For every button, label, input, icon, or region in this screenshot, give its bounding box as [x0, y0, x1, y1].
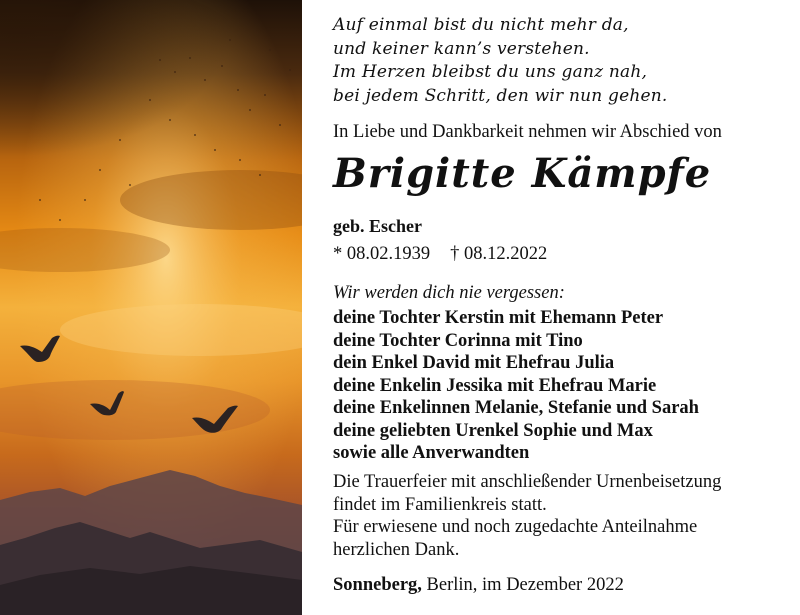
death-date: † 08.12.2022 — [450, 244, 548, 264]
farewell-line: Wir werden dich nie vergessen: — [333, 283, 565, 303]
life-dates — [333, 244, 567, 265]
notice-line: findet im Familienkreis statt. — [333, 494, 547, 515]
deceased-name: Brigitte Kämpfe — [333, 150, 712, 197]
mourner: deine Enkelinnen Melanie, Stefanie und Sarah — [333, 398, 699, 418]
notice-line: herzlichen Dank. — [333, 539, 460, 560]
mourner: dein Enkel David mit Ehefrau Julia — [333, 353, 615, 373]
sunset-photo — [0, 0, 302, 615]
place-city: Sonneberg, — [333, 575, 422, 595]
birth-date: * 08.02.1939 — [333, 244, 431, 264]
mourner: deine geliebten Urenkel Sophie und Max — [333, 420, 653, 441]
mourner: deine Enkelin Jessika mit Ehefrau Marie — [333, 375, 657, 396]
mourner: deine Tochter Corinna mit Tino — [333, 330, 583, 351]
funeral-notice — [333, 471, 721, 561]
notice-line: Die Trauerfeier mit anschließender Urnenbeisetzung — [333, 472, 722, 492]
intro-text: In Liebe und Dankbarkeit nehmen wir Abschied von — [333, 122, 722, 142]
place-rest: Berlin, im Dezember 2022 — [426, 575, 624, 595]
poem-line: bei jedem Schritt, den wir nun gehen. — [333, 85, 668, 106]
notice-text — [333, 0, 793, 615]
maiden-name: geb. Escher — [333, 216, 422, 236]
mourner: sowie alle Anverwandten — [333, 443, 530, 463]
poem-line: und keiner kann’s verstehen. — [333, 38, 590, 59]
mourner: deine Tochter Kerstin mit Ehemann Peter — [333, 308, 664, 328]
mourners-list — [333, 307, 699, 465]
poem-line: Im Herzen bleibst du uns ganz nah, — [333, 62, 648, 82]
poem — [333, 14, 793, 108]
place-date — [333, 575, 624, 596]
poem-line: Auf einmal bist du nicht mehr da, — [333, 15, 629, 35]
notice-line: Für erwiesene und noch zugedachte Anteilnahme — [333, 517, 698, 537]
